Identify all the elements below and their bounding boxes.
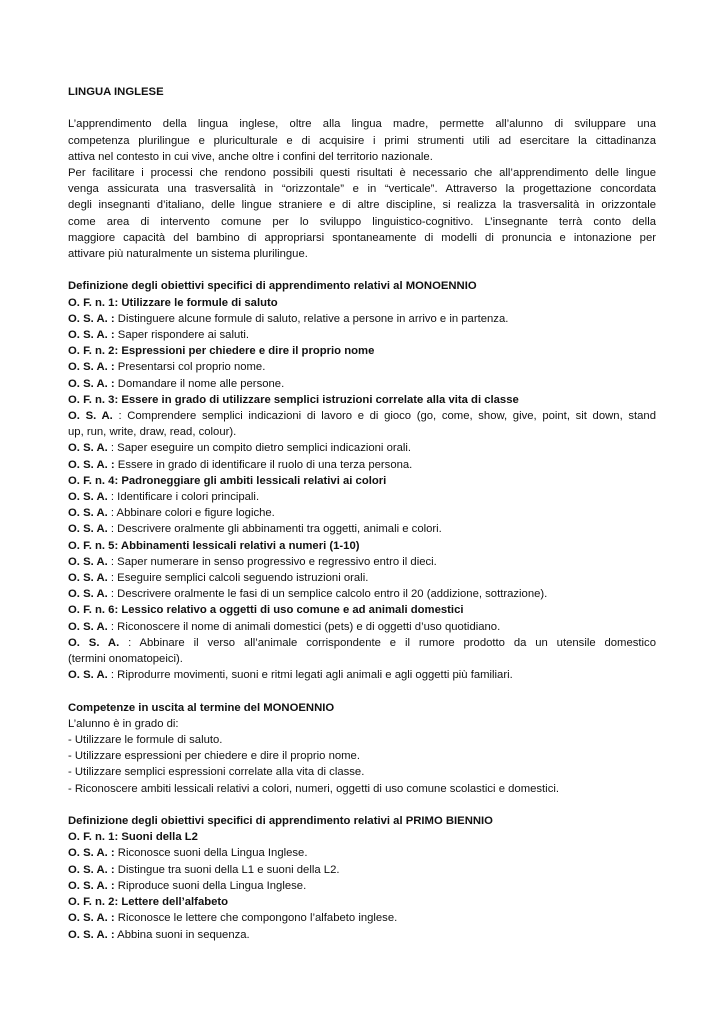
objective-text: : Riconoscere il nome di animali domestici (pets) e di oggetti d’uso quotidiano. bbox=[107, 620, 501, 633]
objective-line bbox=[68, 295, 656, 311]
objective-label: O. F. n. 3: Essere in grado di utilizzare semplici istruzioni correlate alla vita di classe bbox=[68, 393, 519, 406]
objective-line bbox=[68, 521, 656, 537]
objective-text: Riproduce suoni della Lingua Inglese. bbox=[114, 879, 307, 892]
competenze-intro: L’alunno è in grado di: bbox=[68, 717, 179, 730]
objective-label: O. S. A. bbox=[68, 442, 108, 455]
objective-label: O. F. n. 2: Lettere dell’alfabeto bbox=[68, 896, 229, 909]
objective-line bbox=[68, 602, 656, 618]
objective-line bbox=[68, 619, 656, 635]
objective-text: : Eseguire semplici calcoli seguendo istruzioni orali. bbox=[107, 572, 369, 585]
objective-line bbox=[68, 457, 656, 473]
document-title: LINGUA INGLESE bbox=[68, 86, 164, 98]
objective-text: Distingue tra suoni della L1 e suoni della L2. bbox=[114, 863, 340, 876]
objective-label: O. F. n. 6: Lessico relativo a oggetti di uso comune e ad animali domestici bbox=[68, 604, 464, 617]
objective-line bbox=[68, 554, 656, 570]
intro-line: maggiore capacità del bambino di appropriarsi spontaneamente di modelli di pronuncia e intonazione per bbox=[68, 231, 656, 244]
objective-label: O. S. A. bbox=[68, 523, 108, 536]
objective-line bbox=[68, 359, 656, 375]
objective-label: O. F. n. 2: Espressioni per chiedere e dire il proprio nome bbox=[68, 345, 375, 358]
objective-label: O. S. A. : bbox=[68, 879, 115, 892]
monoennio-objectives bbox=[68, 295, 656, 684]
objective-text: Riconosce le lettere che compongono l’alfabeto inglese. bbox=[114, 912, 398, 925]
intro-line: attiva nel contesto in cui vive, anche oltre i confini del territorio nazionale. bbox=[68, 150, 433, 163]
intro-line: L’apprendimento della lingua inglese, oltre alla lingua madre, permette all’alunno di sviluppare una bbox=[68, 118, 656, 131]
objective-text: Saper rispondere ai saluti. bbox=[114, 329, 250, 342]
objective-line bbox=[68, 311, 656, 327]
objective-label: O. S. A. bbox=[68, 572, 108, 585]
objective-label: O. S. A. : bbox=[68, 329, 115, 342]
objective-label: O. S. A. bbox=[68, 620, 108, 633]
monoennio-heading: Definizione degli obiettivi specifici di apprendimento relativi al MONOENNIO bbox=[68, 280, 477, 293]
biennio-heading: Definizione degli obiettivi specifici di apprendimento relativi al PRIMO BIENNIO bbox=[68, 815, 493, 828]
objective-line bbox=[68, 570, 656, 586]
objective-label: O. S. A. bbox=[68, 507, 108, 520]
objective-text: up, run, write, draw, read, colour). bbox=[68, 426, 237, 439]
competenze-item: - Utilizzare le formule di saluto. bbox=[68, 734, 223, 747]
objective-line bbox=[68, 408, 656, 424]
objective-text: : Descrivere oralmente gli abbinamenti tra oggetti, animali e colori. bbox=[107, 523, 442, 536]
biennio-objectives bbox=[68, 829, 656, 942]
objective-text: (termini onomatopeici). bbox=[68, 653, 183, 666]
objective-text: : Riprodurre movimenti, suoni e ritmi legati agli animali e agli oggetti più familiari. bbox=[107, 669, 513, 682]
objective-line bbox=[68, 440, 656, 456]
objective-line bbox=[68, 829, 656, 845]
intro-line: competenza plurilingue e pluriculturale e di acquisire i primi strumenti utili ad esercitare la cittadinanza bbox=[68, 134, 656, 147]
objective-text: Presentarsi col proprio nome. bbox=[114, 361, 266, 374]
intro-line: come area di intervento comune per lo sviluppo linguistico-cognitivo. L’insegnante terrà conto della bbox=[68, 215, 656, 228]
objective-text: Domandare il nome alle persone. bbox=[114, 377, 285, 390]
objective-line bbox=[68, 845, 656, 861]
objective-label: O. S. A. : bbox=[68, 928, 115, 941]
objective-text: : Comprendere semplici indicazioni di lavoro e di gioco (go, come, show, give, point, sit down, stand bbox=[112, 410, 656, 423]
objective-label: O. F. n. 5: Abbinamenti lessicali relativi a numeri (1-10) bbox=[68, 539, 360, 552]
objective-label: O. S. A. bbox=[68, 669, 108, 682]
objective-label: O. S. A. bbox=[68, 410, 113, 423]
objective-line bbox=[68, 635, 656, 651]
objective-text: : Saper numerare in senso progressivo e regressivo entro il dieci. bbox=[107, 555, 437, 568]
objective-text: Essere in grado di identificare il ruolo di una terza persona. bbox=[114, 458, 413, 471]
objective-line bbox=[68, 489, 656, 505]
objective-line bbox=[68, 894, 656, 910]
competenze-item: - Utilizzare semplici espressioni correlate alla vita di classe. bbox=[68, 766, 365, 779]
objective-label: O. S. A. bbox=[68, 636, 120, 649]
competenze-item: - Riconoscere ambiti lessicali relativi a colori, numeri, oggetti di uso comune scolastici e domestici. bbox=[68, 782, 559, 795]
objective-text: : Saper eseguire un compito dietro semplici indicazioni orali. bbox=[107, 442, 412, 455]
objective-label: O. S. A. : bbox=[68, 847, 115, 860]
objective-label: O. S. A. bbox=[68, 588, 108, 601]
objective-line bbox=[68, 862, 656, 878]
objective-line bbox=[68, 878, 656, 894]
objective-label: O. F. n. 4: Padroneggiare gli ambiti lessicali relativi ai colori bbox=[68, 474, 387, 487]
objective-label: O. S. A. : bbox=[68, 377, 115, 390]
objective-line bbox=[68, 927, 656, 943]
objective-line bbox=[68, 910, 656, 926]
objective-text: : Abbinare il verso all’animale corrispondente e il rumore prodotto da un utensile domestico bbox=[119, 636, 656, 649]
objective-line bbox=[68, 376, 656, 392]
objective-line bbox=[68, 343, 656, 359]
objective-line bbox=[68, 424, 656, 440]
intro-line: degli insegnanti d’italiano, delle lingue straniere e di altre discipline, si realizza la trasversalità in orizzontale bbox=[68, 199, 656, 212]
document-page bbox=[68, 84, 656, 943]
objective-label: O. F. n. 1: Suoni della L2 bbox=[68, 831, 198, 844]
objective-text: : Identificare i colori principali. bbox=[107, 491, 260, 504]
objective-text: Riconosce suoni della Lingua Inglese. bbox=[114, 847, 308, 860]
competenze-item: - Utilizzare espressioni per chiedere e dire il proprio nome. bbox=[68, 750, 360, 763]
objective-line bbox=[68, 327, 656, 343]
objective-label: O. S. A. bbox=[68, 555, 108, 568]
objective-label: O. S. A. : bbox=[68, 458, 115, 471]
objective-label: O. S. A. bbox=[68, 491, 108, 504]
intro-line: Per facilitare i processi che rendono possibili questi risultati è necessario che all’apprendimento delle lingue bbox=[68, 167, 656, 179]
objective-line bbox=[68, 473, 656, 489]
objective-line bbox=[68, 586, 656, 602]
objective-label: O. S. A. : bbox=[68, 863, 115, 876]
objective-line bbox=[68, 505, 656, 521]
objective-line bbox=[68, 538, 656, 554]
objective-text: : Abbinare colori e figure logiche. bbox=[107, 507, 275, 520]
objective-line bbox=[68, 392, 656, 408]
objective-text: Distinguere alcune formule di saluto, relative a persone in arrivo e in partenza. bbox=[114, 312, 509, 325]
objective-line bbox=[68, 651, 656, 667]
objective-text: Abbina suoni in sequenza. bbox=[114, 928, 250, 941]
objective-text: : Descrivere oralmente le fasi di un semplice calcolo entro il 20 (addizione, sottrazione). bbox=[107, 588, 548, 601]
objective-label: O. S. A. : bbox=[68, 312, 115, 325]
objective-label: O. S. A. : bbox=[68, 912, 115, 925]
intro-line: venga assicurata una trasversalità in “orizzontale” e in “verticale”. Attraverso la progettazione concordata bbox=[68, 183, 656, 196]
competenze-heading: Competenze in uscita al termine del MONOENNIO bbox=[68, 701, 335, 714]
intro-line: attivare più naturalmente un sistema plurilingue. bbox=[68, 248, 308, 261]
objective-line bbox=[68, 667, 656, 683]
intro-paragraph bbox=[68, 116, 656, 262]
objective-label: O. F. n. 1: Utilizzare le formule di saluto bbox=[68, 296, 278, 309]
objective-label: O. S. A. : bbox=[68, 361, 115, 374]
